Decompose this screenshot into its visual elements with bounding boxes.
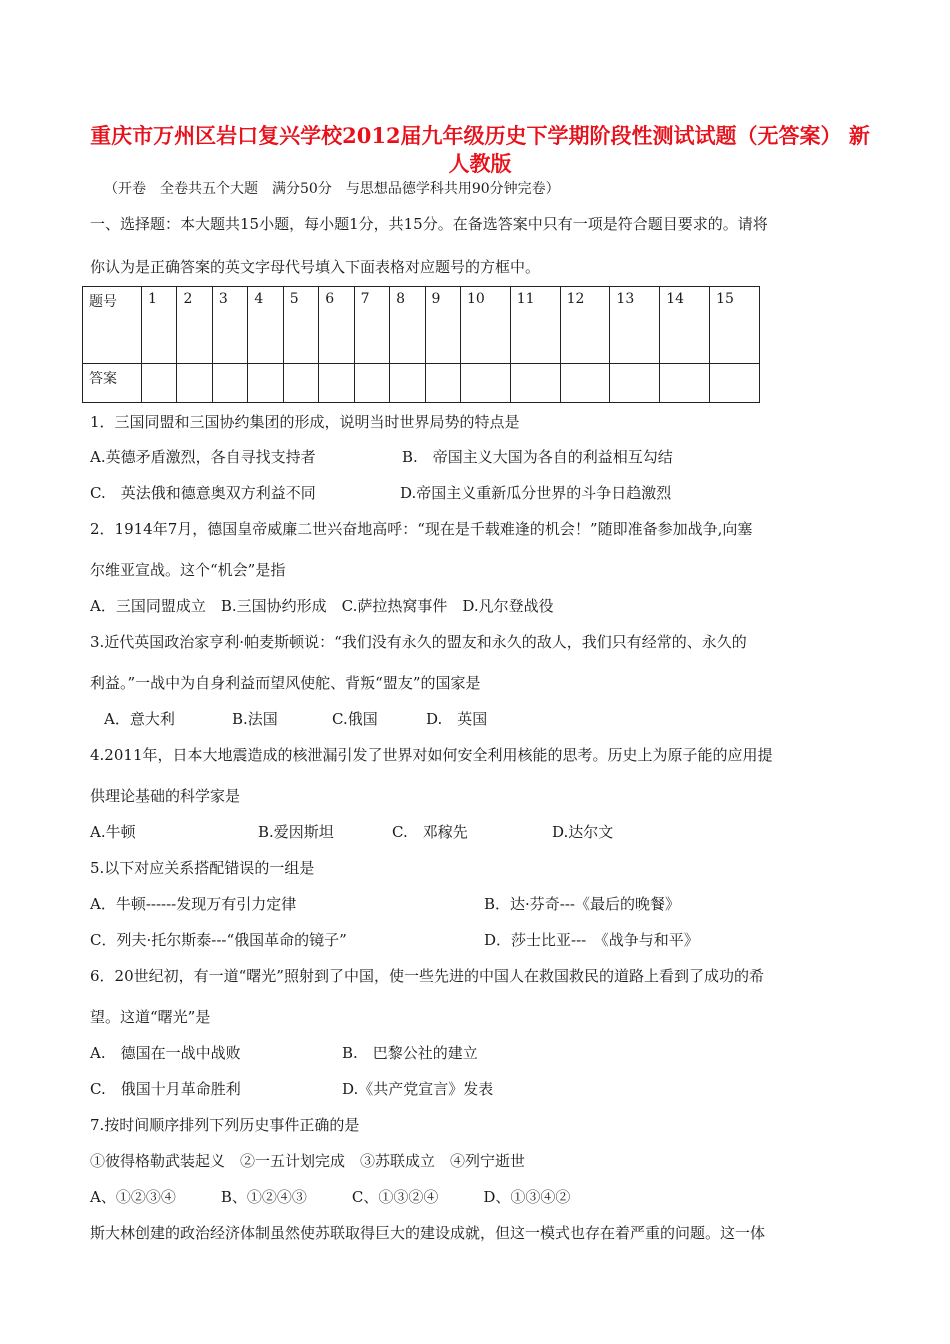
question-3-option-d: D. 英国 <box>426 710 488 728</box>
question-7-options: A、①②③④ B、①②④③ C、①③②④ D、①③④② <box>90 1188 571 1206</box>
question-3-option-c: C.俄国 <box>332 710 378 728</box>
table-cell: 12 <box>560 287 610 364</box>
table-cell: 1 <box>142 287 177 364</box>
question-5-option-d: D．莎士比亚--- 《战争与和平》 <box>484 931 699 949</box>
row-label-answer: 答案 <box>83 364 142 403</box>
page-title: 重庆市万州区岩口复兴学校2012届九年级历史下学期阶段性测试试题（无答案） 新人教版 <box>90 123 870 176</box>
question-2-stem-line1: 2．1914年7月，德国皇帝威廉二世兴奋地高呼：“现在是千载难逢的机会！”随即准备参加战争,向塞 <box>90 520 753 538</box>
question-3-stem-line1: 3.近代英国政治家亨利·帕麦斯顿说：“我们没有永久的盟友和永久的敌人，我们只有经常的、永久的 <box>90 633 747 651</box>
question-7-items: ①彼得格勒武装起义 ②一五计划完成 ③苏联成立 ④列宁逝世 <box>90 1152 526 1170</box>
answer-cell[interactable] <box>177 364 212 403</box>
answer-cell[interactable] <box>212 364 247 403</box>
table-cell: 6 <box>319 287 354 364</box>
question-6-option-c: C. 俄国十月革命胜利 <box>90 1080 241 1098</box>
table-row <box>83 364 760 403</box>
answer-cell[interactable] <box>283 364 318 403</box>
question-1-stem: 1．三国同盟和三国协约集团的形成，说明当时世界局势的特点是 <box>90 413 520 431</box>
question-6-stem-line1: 6．20世纪初，有一道“曙光”照射到了中国，使一些先进的中国人在救国救民的道路上看到了成功的希 <box>90 967 764 985</box>
question-6-option-d: D.《共产党宣言》发表 <box>342 1080 494 1098</box>
question-4-stem-line1: 4.2011年，日本大地震造成的核泄漏引发了世界对如何安全利用核能的思考。历史上为原子能的应用提 <box>90 746 773 764</box>
answer-cell[interactable] <box>460 364 510 403</box>
table-cell: 13 <box>610 287 660 364</box>
answer-cell[interactable] <box>710 364 760 403</box>
row-label-question-number: 题号 <box>83 287 142 364</box>
exam-instructions: （开卷 全卷共五个大题 满分50分 与思想品德学科共用90分钟完卷） <box>104 181 560 197</box>
question-4-option-b: B.爱因斯坦 <box>258 823 334 841</box>
table-cell: 9 <box>425 287 460 364</box>
table-cell: 4 <box>248 287 283 364</box>
answer-cell[interactable] <box>354 364 389 403</box>
table-cell: 8 <box>390 287 425 364</box>
answer-table <box>82 286 760 403</box>
question-3-stem-line2: 利益。”一战中为自身利益而望风使舵、背叛“盟友”的国家是 <box>90 674 481 692</box>
table-cell: 14 <box>660 287 710 364</box>
question-3-option-b: B.法国 <box>232 710 278 728</box>
question-1-option-c: C. 英法俄和德意奥双方利益不同 <box>90 484 316 502</box>
answer-cell[interactable] <box>660 364 710 403</box>
question-1-option-a: A.英德矛盾激烈，各自寻找支持者 <box>90 448 316 466</box>
table-cell: 11 <box>510 287 560 364</box>
question-5-stem: 5.以下对应关系搭配错误的一组是 <box>90 859 315 877</box>
answer-cell[interactable] <box>142 364 177 403</box>
question-2-options: A．三国同盟成立 B.三国协约形成 C.萨拉热窝事件 D.凡尔登战役 <box>90 597 554 615</box>
answer-cell[interactable] <box>510 364 560 403</box>
question-3-option-a: A．意大利 <box>104 710 175 728</box>
question-1-option-d: D.帝国主义重新瓜分世界的斗争日趋激烈 <box>400 484 672 502</box>
question-8-stem-line1: 斯大林创建的政治经济体制虽然使苏联取得巨大的建设成就，但这一模式也存在着严重的问题。这一体 <box>90 1224 766 1242</box>
question-5-option-c: C．列夫·托尔斯泰---“俄国革命的镜子” <box>90 931 347 949</box>
question-5-option-a: A．牛顿------发现万有引力定律 <box>90 895 297 913</box>
question-2-stem-line2: 尔维亚宣战。这个“机会”是指 <box>90 561 286 579</box>
answer-cell[interactable] <box>560 364 610 403</box>
table-cell: 15 <box>710 287 760 364</box>
answer-cell[interactable] <box>425 364 460 403</box>
answer-cell[interactable] <box>248 364 283 403</box>
table-cell: 10 <box>460 287 510 364</box>
question-4-stem-line2: 供理论基础的科学家是 <box>90 787 241 805</box>
question-4-option-d: D.达尔文 <box>552 823 614 841</box>
question-4-option-a: A.牛顿 <box>90 823 136 841</box>
question-6-option-b: B. 巴黎公社的建立 <box>342 1044 478 1062</box>
table-cell: 5 <box>283 287 318 364</box>
table-cell: 2 <box>177 287 212 364</box>
answer-cell[interactable] <box>390 364 425 403</box>
question-5-option-b: B．达·芬奇---《最后的晚餐》 <box>484 895 680 913</box>
answer-cell[interactable] <box>319 364 354 403</box>
answer-cell[interactable] <box>610 364 660 403</box>
question-6-option-a: A. 德国在一战中战败 <box>90 1044 241 1062</box>
question-6-stem-line2: 望。这道“曙光”是 <box>90 1008 211 1026</box>
section-heading-line2: 你认为是正确答案的英文字母代号填入下面表格对应题号的方框中。 <box>90 258 541 276</box>
question-1-option-b: B. 帝国主义大国为各自的利益相互勾结 <box>402 448 673 466</box>
table-row <box>83 287 760 364</box>
section-heading-line1: 一、选择题：本大题共15小题，每小题1分，共15分。在备选答案中只有一项是符合题目要求的。请将 <box>90 215 768 233</box>
question-4-option-c: C. 邓稼先 <box>392 823 468 841</box>
question-7-stem: 7.按时间顺序排列下列历史事件正确的是 <box>90 1116 360 1134</box>
table-cell: 7 <box>354 287 389 364</box>
table-cell: 3 <box>212 287 247 364</box>
